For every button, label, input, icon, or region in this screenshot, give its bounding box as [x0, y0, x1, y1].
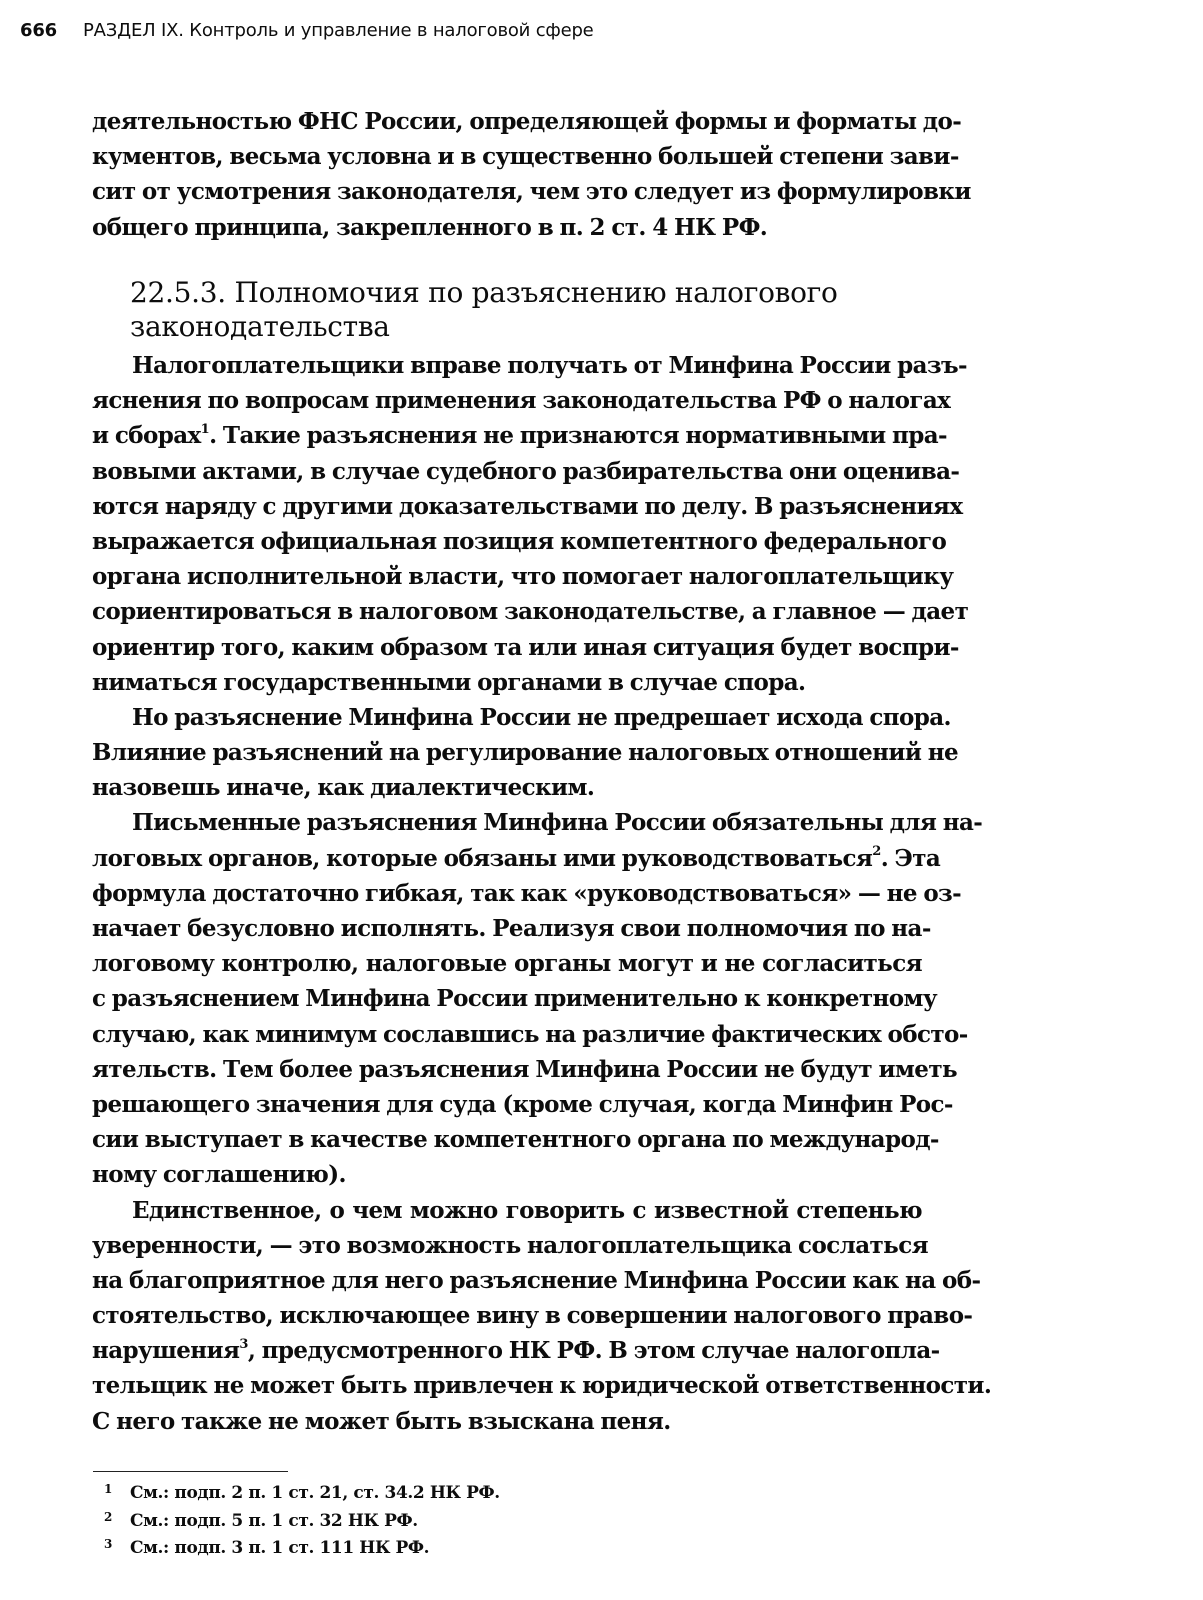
text-line: ниматься государственными органами в случае спора. [92, 668, 806, 696]
text-line [92, 418, 947, 453]
text-line: Влияние разъяснений на регулирование налоговых отношений не [92, 739, 958, 767]
text-line: органа исполнительной власти, что помогает налогоплательщику [92, 563, 954, 591]
text-line: ются наряду с другими доказательствами по делу. В разъяснениях [92, 492, 963, 520]
text-line: уверенности, — это возможность налогоплательщика сослаться [92, 1231, 928, 1259]
paragraph [92, 700, 958, 806]
footnote-text: См.: подп. 3 п. 1 ст. 111 НК РФ. [130, 1538, 430, 1558]
footnote-text: См.: подп. 5 п. 1 ст. 32 НК РФ. [130, 1510, 418, 1531]
text-line: ориентир того, каким образом та или иная ситуация будет воспри- [92, 633, 959, 661]
continued-paragraph [92, 104, 971, 245]
paragraph [92, 1193, 992, 1439]
text-line: Единственное, о чем можно говорить с известной степенью [132, 1196, 922, 1224]
page-number: 666 [20, 20, 57, 41]
text-fragment: . Такие разъяснения не признаются нормативными пра- [209, 422, 947, 450]
text-line: решающего значения для суда (кроме случая, когда Минфин Рос- [92, 1090, 953, 1118]
text-fragment: , предусмотренного НК РФ. В этом случае налогопла- [247, 1337, 940, 1365]
text-line: общего принципа, закрепленного в п. 2 ст. 4 НК РФ. [92, 213, 768, 241]
text-fragment: . Эта [880, 844, 941, 872]
text-line: сии выступает в качестве компетентного органа по международ- [92, 1126, 939, 1154]
text-line: на благоприятное для него разъяснение Минфина России как на об- [92, 1266, 981, 1294]
heading-line: 22.5.3. Полномочия по разъяснению налогового [130, 276, 838, 309]
text-fragment: логовых органов, которые обязаны ими руководствоваться [92, 844, 873, 872]
text-line: деятельностью ФНС России, определяющей формы и форматы до- [92, 108, 962, 135]
section-heading [130, 276, 930, 344]
running-head-title: РАЗДЕЛ IX. Контроль и управление в налоговой сфере [82, 20, 594, 41]
text-line [92, 841, 941, 876]
running-head [20, 20, 594, 41]
text-line: Но разъяснение Минфина России не предрешает исхода спора. [132, 703, 951, 731]
footnote-item [92, 1533, 500, 1561]
footnote-ref[interactable]: 2 [872, 843, 881, 859]
text-fragment: и сборах [92, 422, 201, 450]
text-line: сориентироваться в налоговом законодательстве, а главное — дает [92, 598, 969, 626]
text-line: Налогоплательщики вправе получать от Минфина России разъ- [132, 352, 967, 379]
footnotes [92, 1478, 500, 1561]
footnote-mark: 1 [104, 1482, 112, 1496]
footnote-divider [93, 1471, 288, 1472]
text-line: случаю, как минимум сославшись на различие фактических обсто- [92, 1020, 968, 1048]
text-line: логовому контролю, налоговые органы могут и не согласиться [92, 950, 922, 978]
footnote-item [92, 1478, 500, 1506]
text-line: формула достаточно гибкая, так как «руководствоваться» — не оз- [92, 879, 962, 907]
text-line: С него также не может быть взыскана пеня. [92, 1407, 671, 1435]
text-line: с разъяснением Минфина России применительно к конкретному [92, 985, 937, 1013]
footnote-mark: 2 [104, 1509, 112, 1524]
footnote-item [92, 1506, 500, 1534]
paragraph [92, 348, 969, 700]
text-line: вовыми актами, в случае судебного разбирательства они оценива- [92, 457, 960, 485]
text-line: сит от усмотрения законодателя, чем это следует из формулировки [92, 178, 971, 206]
text-line: выражается официальная позиция компетентного федерального [92, 527, 947, 555]
paragraph [92, 805, 983, 1192]
text-line: ному соглашению). [92, 1161, 346, 1189]
section-body [92, 348, 992, 1439]
text-line: яснения по вопросам применения законодательства РФ о налогах [92, 387, 951, 415]
text-line: стоятельство, исключающее вину в совершении налогового право- [92, 1302, 973, 1330]
text-line [92, 1333, 940, 1368]
text-line: назовешь иначе, как диалектическим. [92, 774, 595, 802]
footnote-text: См.: подп. 2 п. 1 ст. 21, ст. 34.2 НК РФ. [130, 1483, 500, 1503]
text-fragment: нарушения [92, 1337, 240, 1365]
text-line: начает безусловно исполнять. Реализуя свои полномочия по на- [92, 915, 931, 942]
text-line: кументов, весьма условна и в существенно большей степени зави- [92, 143, 959, 171]
footnote-ref[interactable]: 3 [239, 1336, 248, 1352]
text-line: ятельств. Тем более разъяснения Минфина России не будут иметь [92, 1055, 957, 1083]
footnote-mark: 3 [104, 1537, 112, 1551]
text-line: тельщик не может быть привлечен к юридической ответственности. [92, 1372, 992, 1400]
footnote-ref[interactable]: 1 [200, 421, 210, 437]
heading-line: законодательства [130, 310, 390, 343]
text-line: Письменные разъяснения Минфина России обязательны для на- [132, 809, 983, 837]
